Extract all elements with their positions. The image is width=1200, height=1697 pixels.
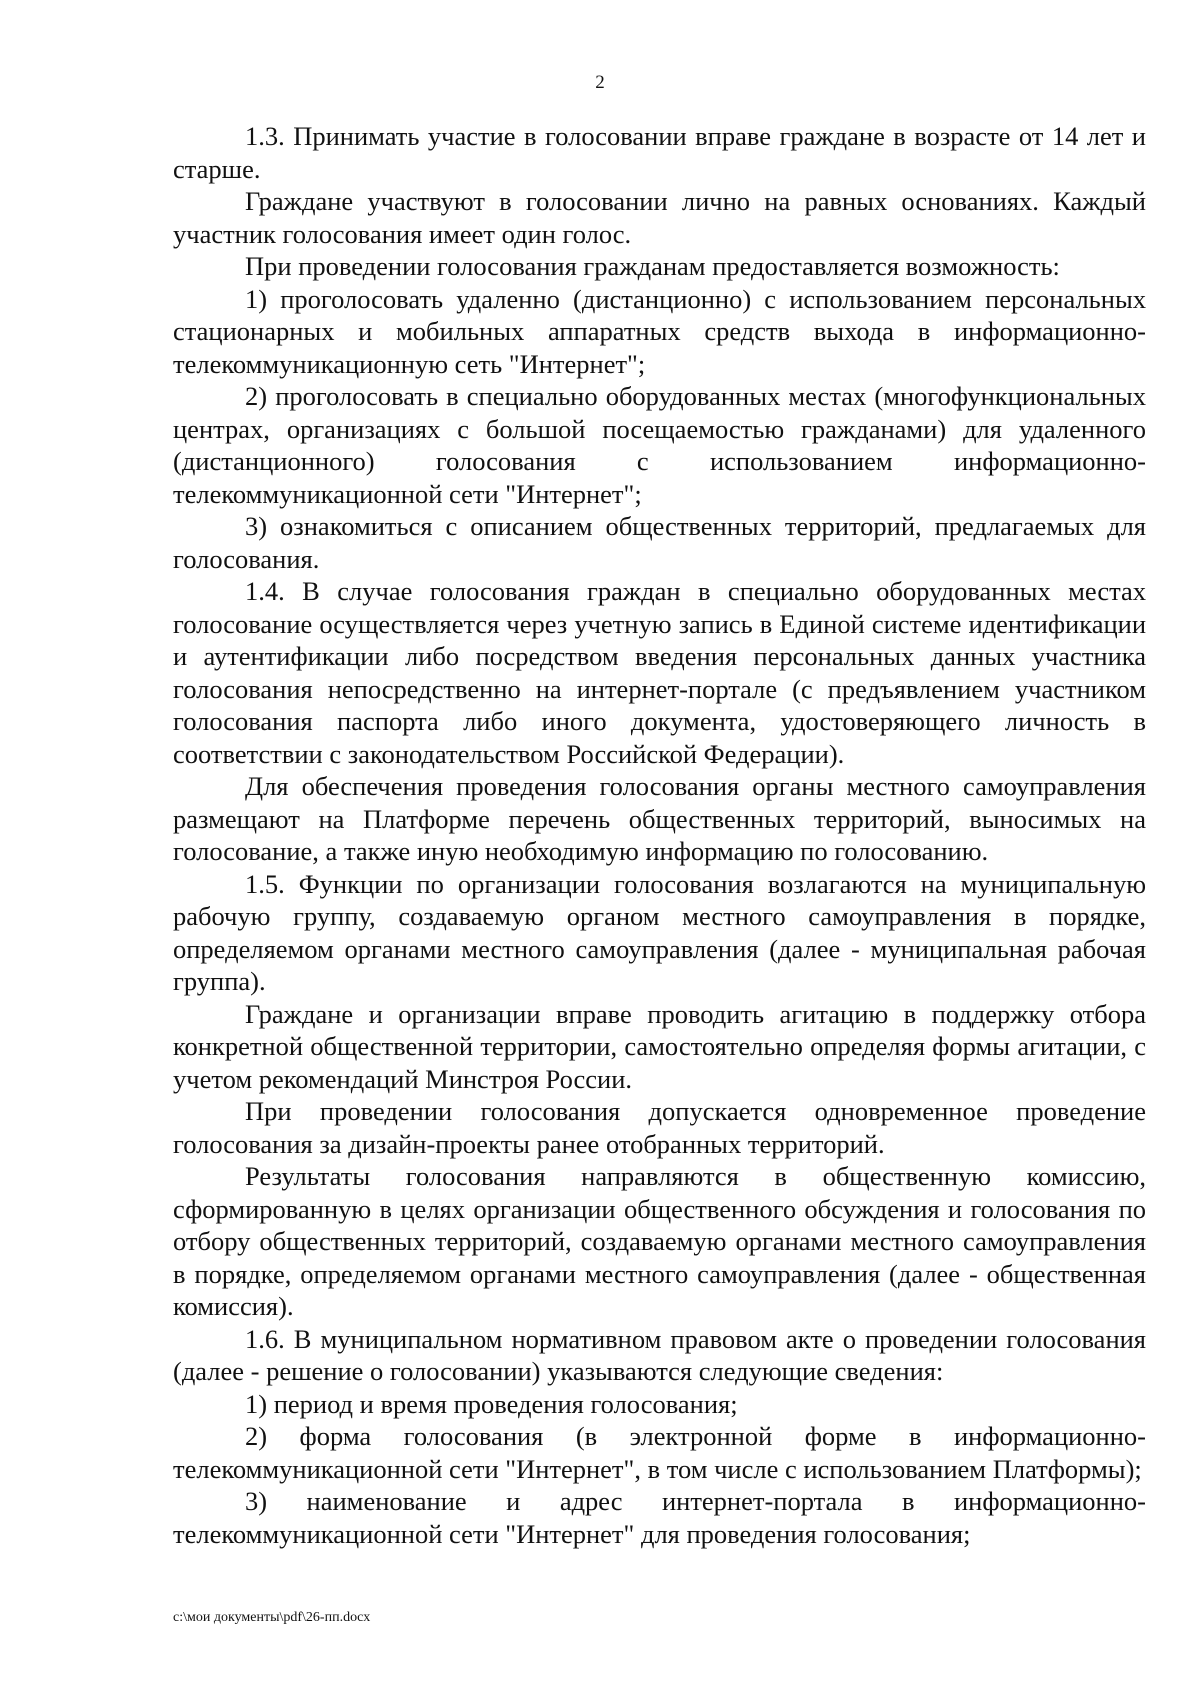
page-number: 2: [595, 72, 605, 93]
paragraph: 1) проголосовать удаленно (дистанционно) с использованием персональных стационарных и мобильных аппаратных средств выхода в информационно-телекоммуникационную сеть "Интернет";: [173, 283, 1146, 379]
paragraph: Граждане участвуют в голосовании лично на равных основаниях. Каждый участник голосования имеет один голос.: [173, 186, 1146, 249]
paragraph: Для обеспечения проведения голосования органы местного самоуправления размещают на Платформе перечень общественных территорий, выносимых на голосование, а также иную необходимую информацию по голосованию.: [173, 771, 1146, 866]
paragraph: 1.6. В муниципальном нормативном правовом акте о проведении голосования (далее - решение о голосовании) указываются следующие сведения:: [173, 1323, 1146, 1386]
paragraph: 1.4. В случае голосования граждан в специально оборудованных местах голосование осуществляется через учетную запись в Единой системе идентификации и аутентификации либо посредством введения персональных данных участника голосования непосредственно на интернет-портале (с предъявлением участником голосования паспорта либо иного документа, удостоверяющего личность в соответствии с законодательством Российской Федерации).: [173, 576, 1146, 769]
paragraph: 3) наименование и адрес интернет-портала в информационно-телекоммуникационной сети "Интернет" для проведения голосования;: [173, 1486, 1146, 1549]
paragraph: 1.5. Функции по организации голосования возлагаются на муниципальную рабочую группу, создаваемую органом местного самоуправления в порядке, определяемом органами местного самоуправления (далее - муниципальная рабочая группа).: [173, 868, 1146, 996]
paragraph: 2) форма голосования (в электронной форме в информационно-телекоммуникационной сети "Интернет", в том числе с использованием Платформы);: [173, 1421, 1146, 1484]
paragraph: При проведении голосования допускается одновременное проведение голосования за дизайн-проекты ранее отобранных территорий.: [173, 1096, 1146, 1159]
paragraph: При проведении голосования гражданам предоставляется возможность:: [245, 251, 1060, 281]
document-body: [173, 120, 1146, 1550]
footer-file-path: c:\мои документы\pdf\26-пп.docx: [173, 1610, 371, 1625]
paragraph: 1) период и время проведения голосования;: [245, 1388, 738, 1419]
paragraph: Результаты голосования направляются в общественную комиссию, сформированную в целях организации общественного обсуждения и голосования по отбору общественных территорий, создаваемую органами местного самоуправления в порядке, определяемом органами местного самоуправления (далее - общественная комиссия).: [173, 1161, 1146, 1321]
paragraph: Граждане и организации вправе проводить агитацию в поддержку отбора конкретной общественной территории, самостоятельно определяя формы агитации, с учетом рекомендаций Минстроя России.: [173, 998, 1146, 1094]
paragraph: 1.3. Принимать участие в голосовании вправе граждане в возрасте от 14 лет и старше.: [173, 121, 1146, 184]
paragraph: 3) ознакомиться с описанием общественных территорий, предлагаемых для голосования.: [173, 511, 1146, 574]
paragraph: 2) проголосовать в специально оборудованных местах (многофункциональных центрах, организациях с большой посещаемостью гражданами) для удаленного (дистанционного) голосования с использованием информационно-телекоммуникационной сети "Интернет";: [173, 381, 1146, 509]
